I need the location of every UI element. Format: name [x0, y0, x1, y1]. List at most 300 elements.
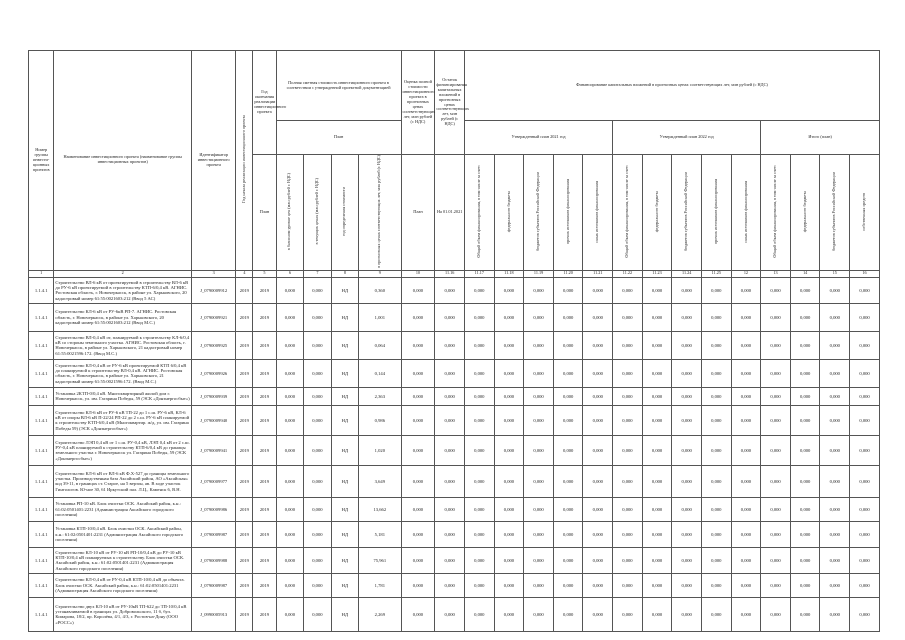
- cell-finance: 0,000: [790, 387, 820, 405]
- cell-c2: 0,000: [304, 359, 332, 387]
- cell-y1: 2019: [236, 359, 253, 387]
- cell-y1: 2019: [236, 303, 253, 331]
- header-cost-sub4: в прогнозных ценах соответствующих лет, млн рублей (с НДС): [359, 155, 401, 271]
- header-fin-total-sum: Общий объем финансирования, в том числе за счет:: [761, 155, 791, 271]
- header-cost-group: Полная сметная стоимость инвестиционного проекта в соответствии с утвержденной проектной документацией: [276, 51, 401, 121]
- cell-c2: 0,000: [304, 331, 332, 359]
- cell-no: 1.1.4.1: [29, 303, 54, 331]
- cell-id: J_0790009941: [191, 435, 235, 465]
- header-cost-plan: План: [276, 121, 401, 155]
- cell-name: Строительство ЛЭП 0,4 кВ от 1 с.ш. РУ-0,4 кВ, ЛЭП 0,4 кВ от 2 с.ш. РУ-0,4 кВ планируемой к строительству КТП-6/0,4 кВ до границы земельного участка г. Новочеркасск ул. Гагарина Победы, 59 (ЭСК «Донэнергосбыт»): [54, 435, 192, 465]
- cell-c2: 0,000: [304, 497, 332, 521]
- cell-finance: 0,000: [850, 331, 880, 359]
- cell-finance: 0,000: [553, 597, 583, 631]
- cell-c1: 0,000: [276, 497, 304, 521]
- cell-c2: 0,000: [304, 465, 332, 497]
- cell-c2: 0,000: [304, 303, 332, 331]
- cell-name: Установка РП-10 кВ. Блок очистки ОСК. Аксайский район, к.н.: 61:02:0501401:2231 (Администрация Аксайского городского поселения): [54, 497, 192, 521]
- column-number: 11.25: [701, 270, 731, 277]
- cell-finance: 0,000: [494, 465, 524, 497]
- cell-c5: 0,000: [401, 521, 435, 547]
- cell-finance: 0,000: [553, 359, 583, 387]
- cell-finance: 0,000: [820, 405, 850, 435]
- cell-finance: 0,000: [820, 435, 850, 465]
- cell-no: 1.1.4.1: [29, 405, 54, 435]
- cell-no: 1.1.4.1: [29, 435, 54, 465]
- cell-finance: 0,000: [850, 405, 880, 435]
- cell-finance: 0,000: [761, 497, 791, 521]
- cell-no: 1.1.4.1: [29, 331, 54, 359]
- cell-finance: 0,000: [850, 547, 880, 573]
- cell-finance: 0,000: [761, 387, 791, 405]
- cell-c2: 0,000: [304, 277, 332, 303]
- cell-finance: 0,000: [850, 277, 880, 303]
- cell-finance: 0,000: [820, 331, 850, 359]
- column-number: 3: [191, 270, 235, 277]
- cell-c2: 0,000: [304, 597, 332, 631]
- cell-finance: 0,000: [790, 435, 820, 465]
- table-row: [29, 521, 880, 547]
- cell-finance: 0,000: [642, 277, 672, 303]
- cell-c3: НД: [331, 435, 359, 465]
- cell-finance: 0,000: [524, 303, 554, 331]
- cell-id: J_0790009912: [191, 277, 235, 303]
- cell-c4: 1,781: [359, 573, 401, 597]
- cell-c4: 0,360: [359, 277, 401, 303]
- cell-no: 1.1.4.1: [29, 277, 54, 303]
- cell-finance: 0,000: [553, 331, 583, 359]
- cell-c4: 1,020: [359, 435, 401, 465]
- cell-finance: 0,000: [761, 573, 791, 597]
- table-row: [29, 303, 880, 331]
- cell-y1: 2019: [236, 597, 253, 631]
- cell-c1: 0,000: [276, 521, 304, 547]
- cell-c5: 0,000: [401, 497, 435, 521]
- header-year-2022: Утвержденный план 2022 год: [613, 121, 761, 155]
- cell-c3: НД: [331, 277, 359, 303]
- cell-finance: 0,000: [731, 435, 761, 465]
- cell-finance: 0,000: [731, 277, 761, 303]
- cell-finance: 0,000: [820, 547, 850, 573]
- cell-finance: 0,000: [613, 331, 643, 359]
- cell-y1: 2019: [236, 497, 253, 521]
- cell-finance: 0,000: [464, 465, 494, 497]
- cell-finance: 0,000: [672, 277, 702, 303]
- cell-finance: 0,000: [524, 435, 554, 465]
- cell-no: 1.1.4.1: [29, 497, 54, 521]
- cell-finance: 0,000: [672, 331, 702, 359]
- cell-finance: 0,000: [553, 303, 583, 331]
- cell-finance: 0,000: [761, 303, 791, 331]
- cell-y2: 2019: [253, 465, 276, 497]
- header-project-id: Идентификатор инвестиционного проекта: [191, 51, 235, 271]
- cell-y1: 2019: [236, 331, 253, 359]
- cell-c3: НД: [331, 497, 359, 521]
- cell-no: 1.1.4.1: [29, 597, 54, 631]
- cell-c3: НД: [331, 303, 359, 331]
- cell-c4: 1,001: [359, 303, 401, 331]
- header-cost-sub2: в текущих ценах (млн рублей с НДС): [304, 155, 332, 271]
- cell-c4: 0,064: [359, 331, 401, 359]
- cell-finance: 0,000: [583, 597, 613, 631]
- header-fin-s1-sum: федерального бюджета: [790, 155, 820, 271]
- cell-finance: 0,000: [583, 435, 613, 465]
- cell-y1: 2019: [236, 547, 253, 573]
- cell-finance: 0,000: [642, 359, 672, 387]
- cell-id: J_0790009939: [191, 387, 235, 405]
- column-number: 6: [276, 270, 304, 277]
- cell-finance: 0,000: [642, 597, 672, 631]
- cell-finance: 0,000: [494, 521, 524, 547]
- cell-y2: 2019: [253, 597, 276, 631]
- cell-finance: 0,000: [553, 547, 583, 573]
- cell-finance: 0,000: [761, 435, 791, 465]
- cell-finance: 0,000: [701, 573, 731, 597]
- cell-finance: 0,000: [850, 435, 880, 465]
- cell-c3: НД: [331, 387, 359, 405]
- cell-finance: 0,000: [761, 331, 791, 359]
- cell-finance: 0,000: [583, 465, 613, 497]
- cell-c1: 0,000: [276, 277, 304, 303]
- cell-c3: НД: [331, 521, 359, 547]
- cell-finance: 0,000: [642, 303, 672, 331]
- cell-finance: 0,000: [790, 331, 820, 359]
- header-fin-total-2021: Общий объем финансирования, в том числе за счет:: [464, 155, 494, 271]
- cell-id: J_0990005913: [191, 597, 235, 631]
- cell-finance: 0,000: [524, 497, 554, 521]
- cell-finance: 0,000: [464, 331, 494, 359]
- cell-finance: 0,000: [672, 465, 702, 497]
- cell-finance: 0,000: [583, 405, 613, 435]
- cell-finance: 0,000: [820, 573, 850, 597]
- column-number: 8: [331, 270, 359, 277]
- cell-finance: 0,000: [524, 359, 554, 387]
- cell-finance: 0,000: [464, 405, 494, 435]
- cell-finance: 0,000: [494, 303, 524, 331]
- header-remaining-plan: План: [401, 155, 435, 271]
- cell-finance: 0,000: [435, 597, 465, 631]
- cell-finance: 0,000: [613, 573, 643, 597]
- header-fin-s1-2022: федерального бюджета: [642, 155, 672, 271]
- header-fin-s4-2022: иных источников финансирования: [731, 155, 761, 271]
- cell-finance: 0,000: [494, 497, 524, 521]
- cell-finance: 0,000: [642, 331, 672, 359]
- cell-finance: 0,000: [761, 521, 791, 547]
- cell-finance: 0,000: [435, 387, 465, 405]
- header-fin-s2-2021: бюджетов субъектов Российской Федерации: [524, 155, 554, 271]
- cell-finance: 0,000: [701, 405, 731, 435]
- cell-finance: 0,000: [731, 597, 761, 631]
- cell-finance: 0,000: [820, 465, 850, 497]
- cell-finance: 0,000: [672, 359, 702, 387]
- header-start-year: Год начала реализации инвестиционного проекта: [236, 51, 253, 271]
- cell-finance: 0,000: [583, 521, 613, 547]
- cell-id: J_0790009977: [191, 465, 235, 497]
- cell-c1: 0,000: [276, 405, 304, 435]
- cell-finance: 0,000: [435, 435, 465, 465]
- cell-c2: 0,000: [304, 387, 332, 405]
- cell-finance: 0,000: [464, 497, 494, 521]
- cell-finance: 0,000: [672, 573, 702, 597]
- cell-finance: 0,000: [672, 405, 702, 435]
- header-fin-s3-2021: прочих источников финансирования: [553, 155, 583, 271]
- cell-c5: 0,000: [401, 597, 435, 631]
- cell-finance: 0,000: [583, 277, 613, 303]
- column-number: 11.18: [494, 270, 524, 277]
- cell-finance: 0,000: [850, 597, 880, 631]
- cell-name: Установка 2КТП-0/0,4 кВ. Многоквартирный жилой дом г. Новочеркасск, ул. им. Гагарина Победы, 59 (ЭСК «Донэнергосбыт»): [54, 387, 192, 405]
- table-row: [29, 387, 880, 405]
- cell-finance: 0,000: [464, 597, 494, 631]
- cell-c3: НД: [331, 573, 359, 597]
- cell-c3: НД: [331, 547, 359, 573]
- header-fin-total-2022: Общий объем финансирования, в том числе за счет:: [613, 155, 643, 271]
- header-total: Итого (план): [761, 121, 880, 155]
- cell-name: Установка КТП-10/0,4 кВ. Блок очистки ОСК. Аксайский район, к.н.: 61:02:0501401:2231 (Администрация Аксайского городского поселения): [54, 521, 192, 547]
- cell-finance: 0,000: [672, 597, 702, 631]
- cell-c1: 0,000: [276, 465, 304, 497]
- cell-finance: 0,000: [790, 497, 820, 521]
- cell-name: Строительство КЛ-6 кВ от ВЛ-6 кВ Ф.Х-527 до границы земельного участка. Производственная база Аксайский район, АО «Аксайская» код 39-11, в границах ст. Старое, на 5 верзон, ав. В ходе участок Гинтологов. Ю-ное 30, 61 Иркутский пал. Л.Ц., Каменск 6, В.Н.: [54, 465, 192, 497]
- cell-finance: 0,000: [731, 387, 761, 405]
- cell-finance: 0,000: [790, 405, 820, 435]
- table-row: [29, 435, 880, 465]
- cell-finance: 0,000: [701, 497, 731, 521]
- cell-finance: 0,000: [435, 465, 465, 497]
- column-number: 1: [29, 270, 54, 277]
- header-cost-sub1: в базисном уровне цен (млн рублей с НДС): [276, 155, 304, 271]
- cell-finance: 0,000: [790, 573, 820, 597]
- cell-id: J_0790009926: [191, 359, 235, 387]
- cell-finance: 0,000: [524, 521, 554, 547]
- header-fin-s3-2022: прочих источников финансирования: [701, 155, 731, 271]
- cell-finance: 0,000: [642, 497, 672, 521]
- cell-id: J_0790009988: [191, 547, 235, 573]
- cell-finance: 0,000: [613, 277, 643, 303]
- cell-finance: 0,000: [613, 521, 643, 547]
- cell-c5: 0,000: [401, 303, 435, 331]
- cell-finance: 0,000: [553, 497, 583, 521]
- cell-finance: 0,000: [583, 497, 613, 521]
- cell-finance: 0,000: [820, 387, 850, 405]
- cell-finance: 0,000: [553, 405, 583, 435]
- cell-finance: 0,000: [583, 573, 613, 597]
- cell-c5: 0,000: [401, 573, 435, 597]
- cell-finance: 0,000: [435, 359, 465, 387]
- cell-finance: 0,000: [583, 303, 613, 331]
- cell-finance: 0,000: [583, 547, 613, 573]
- cell-name: Строительство КЛ-6 кВ от РУ-6 кВ ТП-22 до 1 с.ш. РУ-6 кВ, КЛ-6 кВ от опоры ВЛ-6 кВ П-22/24 РП-22 до 2 с.ш. РУ-6 кВ планируемой к строительству КТП-6/0,4 кВ (Многоквартир. ж/д, ул. им. Гагарина Победы 59) (ЭСК «Донэнергосбыт»): [54, 405, 192, 435]
- cell-finance: 0,000: [613, 597, 643, 631]
- header-fin-s1-2021: федерального бюджета: [494, 155, 524, 271]
- cell-id: J_0790009925: [191, 331, 235, 359]
- cell-finance: 0,000: [761, 547, 791, 573]
- cell-finance: 0,000: [524, 547, 554, 573]
- cell-finance: 0,000: [701, 277, 731, 303]
- cell-c1: 0,000: [276, 435, 304, 465]
- cell-finance: 0,000: [583, 359, 613, 387]
- header-project-name: Наименование инвестиционного проекта (наименование группы инвестиционных проектов): [54, 51, 192, 271]
- header-fin-s2-2022: бюджетов субъектов Российской Федерации: [672, 155, 702, 271]
- cell-c5: 0,000: [401, 387, 435, 405]
- cell-no: 1.1.4.1: [29, 573, 54, 597]
- cell-c5: 0,000: [401, 435, 435, 465]
- cell-finance: 0,000: [553, 435, 583, 465]
- cell-finance: 0,000: [642, 387, 672, 405]
- cell-finance: 0,000: [642, 405, 672, 435]
- cell-finance: 0,000: [642, 465, 672, 497]
- cell-finance: 0,000: [731, 465, 761, 497]
- cell-finance: 0,000: [613, 303, 643, 331]
- cell-finance: 0,000: [613, 547, 643, 573]
- cell-c4: 5,181: [359, 521, 401, 547]
- cell-y2: 2019: [253, 521, 276, 547]
- cell-finance: 0,000: [642, 521, 672, 547]
- cell-c3: НД: [331, 597, 359, 631]
- cell-finance: 0,000: [790, 277, 820, 303]
- cell-c1: 0,000: [276, 359, 304, 387]
- cell-finance: 0,000: [524, 597, 554, 631]
- cell-y2: 2019: [253, 387, 276, 405]
- cell-finance: 0,000: [464, 435, 494, 465]
- cell-finance: 0,000: [731, 303, 761, 331]
- cell-c3: НД: [331, 465, 359, 497]
- cell-finance: 0,000: [494, 547, 524, 573]
- cell-finance: 0,000: [613, 435, 643, 465]
- cell-finance: 0,000: [701, 597, 731, 631]
- cell-finance: 0,000: [435, 405, 465, 435]
- table-row: [29, 277, 880, 303]
- cell-c4: 75,961: [359, 547, 401, 573]
- cell-c2: 0,000: [304, 405, 332, 435]
- cell-finance: 0,000: [761, 405, 791, 435]
- cell-c1: 0,000: [276, 387, 304, 405]
- cell-finance: 0,000: [672, 435, 702, 465]
- investment-projects-table: [28, 50, 880, 632]
- cell-finance: 0,000: [464, 573, 494, 597]
- column-number: 7: [304, 270, 332, 277]
- cell-y2: 2019: [253, 573, 276, 597]
- cell-y2: 2019: [253, 277, 276, 303]
- cell-finance: 0,000: [820, 597, 850, 631]
- cell-finance: 0,000: [553, 521, 583, 547]
- cell-c3: НД: [331, 331, 359, 359]
- cell-finance: 0,000: [701, 359, 731, 387]
- cell-y1: 2019: [236, 573, 253, 597]
- cell-no: 1.1.4.1: [29, 387, 54, 405]
- cell-finance: 0,000: [583, 331, 613, 359]
- cell-name: Строительство ВЛ-6 кВ от проектируемой в строительству ВЛ-6 кВ до РУ-6 кВ проектируемой в строительству КТП-6/0,4 кВ. АГНИС. Ростовская область, г. Новочеркасск, в районе ул. Харьковского, 20 кадастровый номер 61:55:0021603:212 (Ввод 5 АС): [54, 277, 192, 303]
- cell-finance: 0,000: [850, 303, 880, 331]
- column-number: 16: [850, 270, 880, 277]
- cell-finance: 0,000: [701, 435, 731, 465]
- cell-c4: 0,144: [359, 359, 401, 387]
- header-balance-date: На 01.01.2021: [435, 155, 465, 271]
- cell-finance: 0,000: [850, 521, 880, 547]
- cell-y2: 2019: [253, 359, 276, 387]
- cell-finance: 0,000: [494, 405, 524, 435]
- cell-y1: 2019: [236, 435, 253, 465]
- header-end-year-plan: План: [253, 155, 276, 271]
- header-year-2021: Утвержденный план 2021 год: [464, 121, 612, 155]
- cell-finance: 0,000: [613, 387, 643, 405]
- cell-finance: 0,000: [761, 359, 791, 387]
- cell-finance: 0,000: [642, 547, 672, 573]
- cell-finance: 0,000: [435, 277, 465, 303]
- cell-finance: 0,000: [672, 547, 702, 573]
- cell-c1: 0,000: [276, 573, 304, 597]
- cell-finance: 0,000: [701, 331, 731, 359]
- table-row: [29, 547, 880, 573]
- cell-finance: 0,000: [613, 359, 643, 387]
- column-number: 14: [790, 270, 820, 277]
- table-row: [29, 331, 880, 359]
- cell-no: 1.1.4.1: [29, 465, 54, 497]
- cell-finance: 0,000: [464, 359, 494, 387]
- table-row: [29, 405, 880, 435]
- table-row: [29, 497, 880, 521]
- cell-c3: НД: [331, 405, 359, 435]
- cell-finance: 0,000: [820, 497, 850, 521]
- cell-finance: 0,000: [701, 521, 731, 547]
- cell-c5: 0,000: [401, 405, 435, 435]
- cell-name: Строительство КЛ-0,4 кВ от РУ-0,4 кВ КТП-10/0,4 кВ до объекта. Блок очистки ОСК. Аксайский район, к.н.: 61:02:0501401:2231 (Администрация Аксайского городского поселения): [54, 573, 192, 597]
- table-row: [29, 597, 880, 631]
- cell-y2: 2019: [253, 435, 276, 465]
- cell-finance: 0,000: [731, 331, 761, 359]
- column-number: 12: [731, 270, 761, 277]
- cell-finance: 0,000: [820, 303, 850, 331]
- cell-y2: 2019: [253, 405, 276, 435]
- cell-no: 1.1.4.1: [29, 359, 54, 387]
- cell-finance: 0,000: [464, 521, 494, 547]
- cell-id: J_0790009940: [191, 405, 235, 435]
- cell-name: Строительство КЛ-10 кВ от РУ-10 кВ РП-10/0,4 кВ до РУ-10 кВ КТП-10/0,4 кВ планируемых к строительству. Блок очистки ОСК. Аксайский район, к.н.: 61:02:0501401:2231 (Администрация Аксайского городского поселения): [54, 547, 192, 573]
- cell-finance: 0,000: [524, 465, 554, 497]
- cell-finance: 0,000: [524, 405, 554, 435]
- column-number: 11.23: [642, 270, 672, 277]
- cell-finance: 0,000: [642, 573, 672, 597]
- cell-finance: 0,000: [583, 387, 613, 405]
- cell-c5: 0,000: [401, 547, 435, 573]
- cell-finance: 0,000: [464, 547, 494, 573]
- cell-finance: 0,000: [524, 331, 554, 359]
- cell-finance: 0,000: [435, 521, 465, 547]
- header-fin-s4-2021: иных источников финансирования: [583, 155, 613, 271]
- column-number: 9: [359, 270, 401, 277]
- cell-finance: 0,000: [464, 387, 494, 405]
- cell-name: Строительство двух КЛ-10 кВ от РУ-10кВ ТП-622 до ТП-10/0,4 кВ устанавливаемой в границах ул. Добровольского, 11 б, бул. Комарова, 18/2, пр. Королёва, 4/1, 4/3, г. Ростов-на-Дону (ООО «РОСС»): [54, 597, 192, 631]
- cell-finance: 0,000: [613, 405, 643, 435]
- cell-finance: 0,000: [435, 573, 465, 597]
- column-number: 11.24: [672, 270, 702, 277]
- cell-finance: 0,000: [731, 573, 761, 597]
- table-row: [29, 465, 880, 497]
- cell-no: 1.1.4.1: [29, 521, 54, 547]
- column-number: 2: [54, 270, 192, 277]
- cell-finance: 0,000: [494, 359, 524, 387]
- cell-c4: 13,662: [359, 497, 401, 521]
- cell-finance: 0,000: [850, 497, 880, 521]
- cell-finance: 0,000: [850, 465, 880, 497]
- cell-id: J_0790009986: [191, 497, 235, 521]
- cell-y1: 2019: [236, 405, 253, 435]
- table-body: [29, 277, 880, 631]
- cell-c5: 0,000: [401, 465, 435, 497]
- cell-y1: 2019: [236, 277, 253, 303]
- cell-c5: 0,000: [401, 331, 435, 359]
- cell-c4: 2,363: [359, 387, 401, 405]
